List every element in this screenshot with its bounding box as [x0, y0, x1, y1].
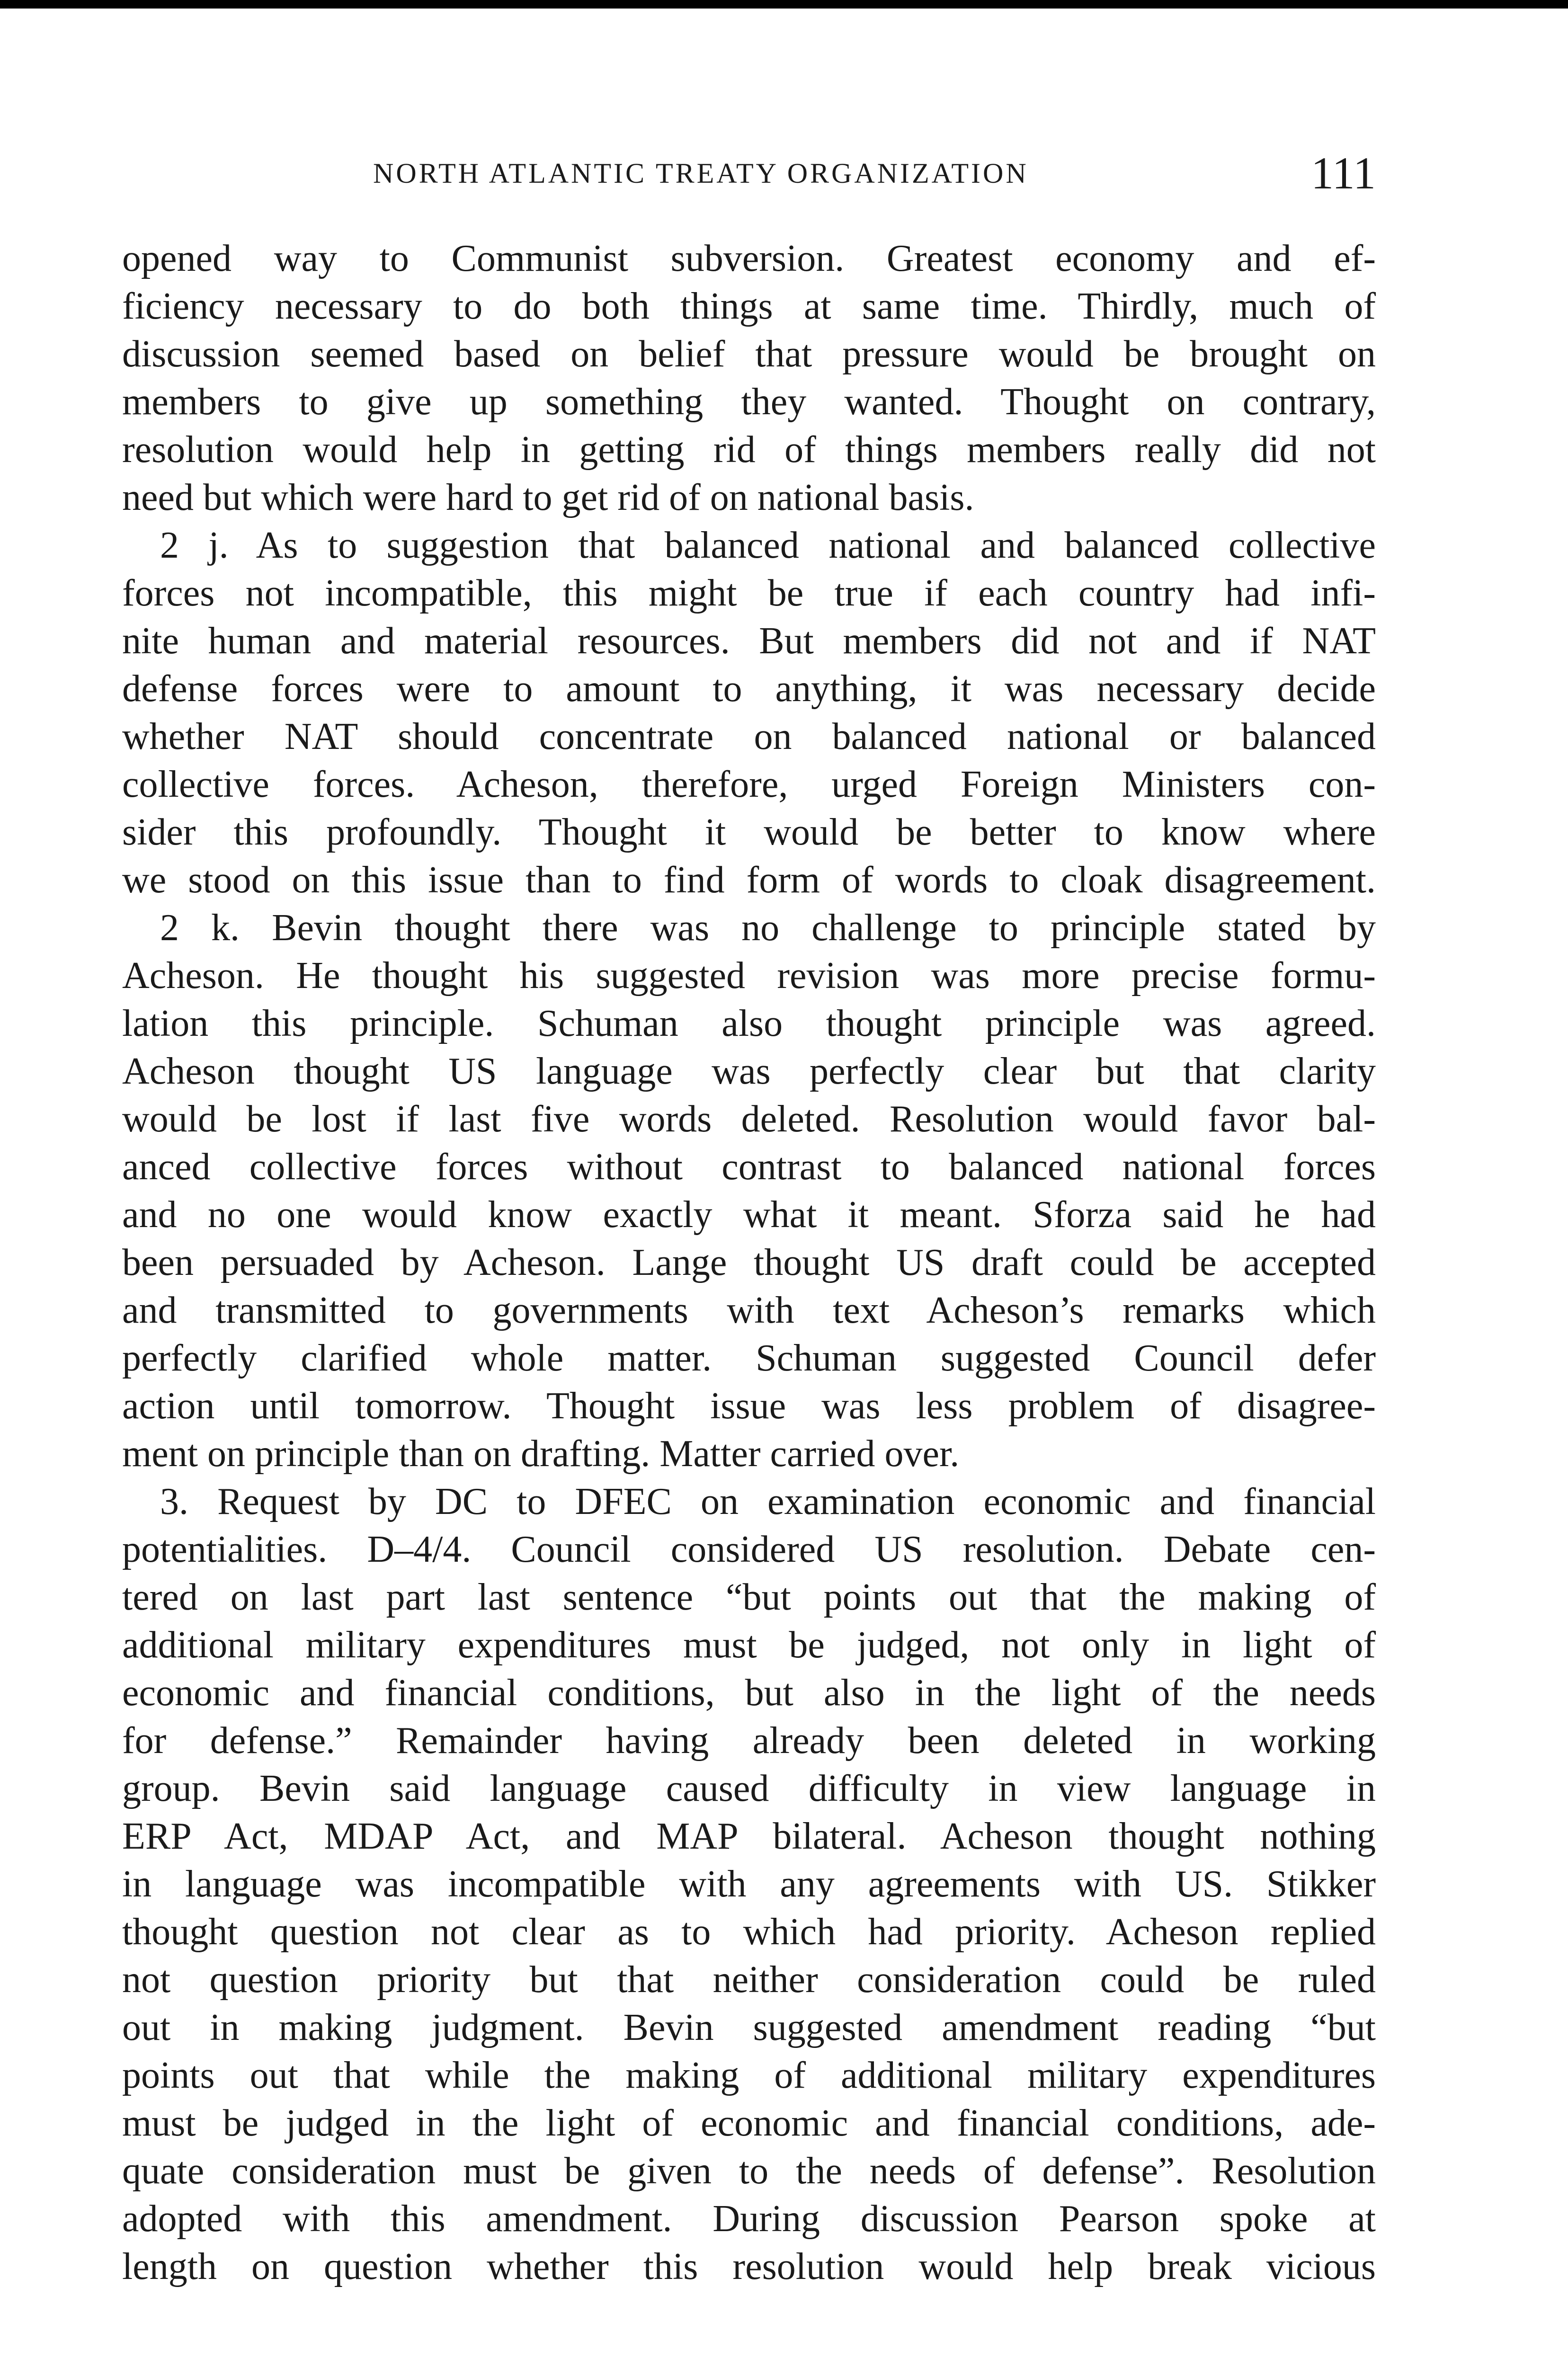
text-line: ERP Act, MDAP Act, and MAP bilateral. Acheson thought nothing: [122, 1815, 1376, 1857]
text-line: in language was incompatible with any agreements with US. Stikker: [122, 1863, 1376, 1905]
text-line: resolution would help in getting rid of things members really did not: [122, 429, 1376, 471]
text-line: must be judged in the light of economic and financial conditions, ade-: [122, 2102, 1376, 2144]
body-text: [122, 234, 1376, 2331]
text-line: group. Bevin said language caused difficulty in view language in: [122, 1768, 1376, 1809]
paragraph-2j-start: 2 j. As to suggestion that balanced national and balanced collective: [160, 525, 1376, 566]
text-line: and no one would know exactly what it meant. Sforza said he had: [122, 1194, 1376, 1236]
text-line: adopted with this amendment. During discussion Pearson spoke at: [122, 2198, 1376, 2240]
paragraph-3-start: 3. Request by DC to DFEC on examination economic and financial: [160, 1481, 1376, 1522]
text-line: lation this principle. Schuman also thought principle was agreed.: [122, 1003, 1376, 1044]
text-line: ficiency necessary to do both things at same time. Thirdly, much of: [122, 285, 1376, 327]
page-number: 111: [1311, 148, 1376, 198]
text-line: Acheson thought US language was perfectly clear but that clarity: [122, 1050, 1376, 1092]
text-line: collective forces. Acheson, therefore, urged Foreign Ministers con-: [122, 764, 1376, 805]
text-line: quate consideration must be given to the needs of defense”. Resolution: [122, 2150, 1376, 2192]
text-line: anced collective forces without contrast to balanced national forces: [122, 1146, 1376, 1188]
text-line: need but which were hard to get rid of on national basis.: [122, 477, 974, 518]
running-title: NORTH ATLANTIC TREATY ORGANIZATION: [373, 158, 1029, 189]
text-line: points out that while the making of additional military expenditures: [122, 2055, 1376, 2096]
text-line: action until tomorrow. Thought issue was less problem of disagree-: [122, 1385, 1376, 1427]
paragraph-2k-start: 2 k. Bevin thought there was no challenge to principle stated by: [160, 907, 1376, 949]
text-line: perfectly clarified whole matter. Schuman suggested Council defer: [122, 1337, 1376, 1379]
text-line: Acheson. He thought his suggested revision was more precise formu-: [122, 955, 1376, 997]
text-line: been persuaded by Acheson. Lange thought US draft could be accepted: [122, 1242, 1376, 1283]
text-line: defense forces were to amount to anything, it was necessary decide: [122, 668, 1376, 710]
text-line: ment on principle than on drafting. Matter carried over.: [122, 1433, 960, 1475]
text-line: forces not incompatible, this might be true if each country had infi-: [122, 572, 1376, 614]
text-line: tered on last part last sentence “but points out that the making of: [122, 1576, 1376, 1618]
text-line: would be lost if last five words deleted. Resolution would favor bal-: [122, 1098, 1376, 1140]
text-line: and transmitted to governments with text Acheson’s remarks which: [122, 1290, 1376, 1331]
text-line: thought question not clear as to which had priority. Acheson replied: [122, 1911, 1376, 1953]
top-border-rule: [0, 0, 1568, 9]
text-line: for defense.” Remainder having already been deleted in working: [122, 1720, 1376, 1762]
text-line: whether NAT should concentrate on balanced national or balanced: [122, 716, 1376, 757]
text-line: potentialities. D–4/4. Council considered US resolution. Debate cen-: [122, 1529, 1376, 1570]
text-line: length on question whether this resolution would help break vicious: [122, 2246, 1376, 2287]
text-line: discussion seemed based on belief that pressure would be brought on: [122, 333, 1376, 375]
text-line: sider this profoundly. Thought it would be better to know where: [122, 811, 1376, 853]
text-line: additional military expenditures must be judged, not only in light of: [122, 1624, 1376, 1666]
text-line: out in making judgment. Bevin suggested amendment reading “but: [122, 2007, 1376, 2048]
text-line: not question priority but that neither consideration could be ruled: [122, 1959, 1376, 2001]
text-line: members to give up something they wanted. Thought on contrary,: [122, 381, 1376, 423]
text-line: economic and financial conditions, but also in the light of the needs: [122, 1672, 1376, 1714]
text-line: we stood on this issue than to find form of words to cloak disagreement.: [122, 859, 1376, 901]
text-line: opened way to Communist subversion. Greatest economy and ef-: [122, 238, 1376, 279]
running-head: [122, 147, 1376, 199]
text-line: nite human and material resources. But members did not and if NAT: [122, 620, 1376, 662]
